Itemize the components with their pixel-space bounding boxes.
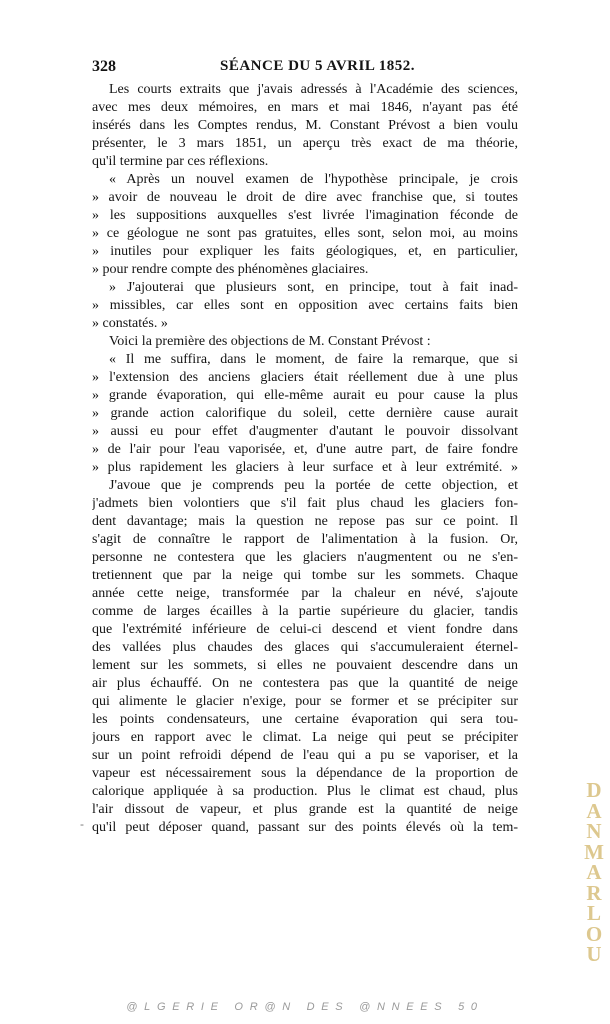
page-header: [92, 58, 516, 78]
page-number: 328: [92, 58, 116, 75]
footer-watermark: @LGERIE OR@N DES @NNEES 50: [126, 1001, 484, 1013]
text-line: s'agit de connaître le rapport de l'alimentation à la fusion. Or,: [92, 532, 518, 547]
text-line: » l'extension des anciens glaciers était réellement due à une plus: [92, 370, 518, 385]
text-line: lement sur les sommets, si elles ne pouvaient descendre dans un: [92, 658, 518, 673]
side-stamp-letter: A: [586, 798, 602, 823]
text-line: » constatés. »: [92, 316, 168, 331]
text-line: » les suppositions auxquelles s'est livrée l'imagination féconde de: [92, 208, 518, 223]
side-stamp-letter: M: [584, 839, 604, 864]
text-line: j'admets bien volontiers que s'il fait plus chaud les glaciers fon-: [92, 496, 518, 511]
text-line: » aussi eu pour effet d'augmenter d'autant le pouvoir dissolvant: [92, 424, 518, 439]
text-line: l'air dissout de vapeur, et plus grande est la quantité de neige: [92, 802, 518, 817]
text-line: » de l'air pour l'eau vaporisée, et, d'une autre part, de faire fondre: [92, 442, 518, 457]
text-line: » pour rendre compte des phénomènes glaciaires.: [92, 262, 369, 277]
text-line: des vallées plus chaudes des glaces qui s'accumuleraient éternel-: [92, 640, 518, 655]
margin-mark: -: [80, 817, 84, 831]
running-title: SÉANCE DU 5 AVRIL 1852.: [220, 58, 416, 74]
text-line: présenter, le 3 mars 1851, un aperçu très exact de ma théorie,: [92, 136, 518, 151]
text-line: sur un point refroidi dépend de l'eau qui a pu se vaporiser, et la: [92, 748, 518, 763]
text-line: « Après un nouvel examen de l'hypothèse principale, je crois: [109, 172, 518, 187]
text-line: « Il me suffira, dans le moment, de faire la remarque, que si: [109, 352, 518, 367]
text-line: » plus rapidement les glaciers à leur surface et à leur extrémité. »: [92, 460, 518, 475]
text-line: qui alimente le glacier n'exige, pour se former et se précipiter sur: [92, 694, 518, 709]
side-stamp-watermark: [583, 780, 605, 986]
text-line: tretiennent que par la neige qui tombe sur les sommets. Chaque: [92, 568, 518, 583]
text-line: » avoir de nouveau le droit de dire avec franchise que, si toutes: [92, 190, 518, 205]
side-stamp-letter: D: [586, 778, 602, 802]
text-line: personne ne contestera que les glaciers n'augmentent ou ne s'en-: [92, 550, 518, 565]
text-line: » inutiles pour expliquer les faits géologiques, et, en particulier,: [92, 244, 518, 259]
text-line: insérés dans les Comptes rendus, M. Constant Prévost a bien voulu: [92, 118, 518, 133]
text-line: année cette neige, transformée par la chaleur en névé, s'ajoute: [92, 586, 518, 601]
text-line: » missibles, car elles sont en opposition avec certains faits bien: [92, 298, 518, 313]
text-line: » J'ajouterai que plusieurs sont, en principe, tout à fait inad-: [109, 280, 518, 295]
text-line: » grande action calorifique du soleil, cette dernière cause aurait: [92, 406, 518, 421]
text-line: vapeur est nécessairement sous la dépendance de la proportion de: [92, 766, 518, 781]
text-line: qu'il termine par ces réflexions.: [92, 154, 269, 169]
side-stamp-letter: R: [586, 880, 602, 905]
text-line: Les courts extraits que j'avais adressés à l'Académie des sciences,: [109, 82, 518, 97]
text-line: calorique appliquée à sa production. Plus le climat est chaud, plus: [92, 784, 518, 799]
side-stamp-letter: N: [586, 819, 602, 843]
text-line: Voici la première des objections de M. Constant Prévost :: [109, 334, 431, 349]
side-stamp-letter: L: [586, 901, 601, 925]
text-line: qu'il peut déposer quand, passant sur des points élevés où la tem-: [92, 820, 518, 835]
text-line: avec mes deux mémoires, en mars et mai 1846, n'ayant pas été: [92, 100, 518, 115]
text-line: jours en rapport avec le climat. La neige qui peut se précipiter: [92, 730, 518, 745]
text-line: les points condensateurs, une certaine évaporation qui sera tou-: [92, 712, 518, 727]
body-text: [92, 81, 518, 837]
text-line: comme de larges écailles à la partie supérieure du glacier, tandis: [92, 604, 518, 619]
side-stamp-letter: A: [586, 860, 602, 884]
text-line: » grande évaporation, qui elle-même aurait eu pour cause la plus: [92, 388, 518, 403]
text-line: J'avoue que je comprends peu la portée de cette objection, et: [109, 478, 518, 493]
text-line: air plus échauffé. On ne contestera pas que la quantité de neige: [92, 676, 518, 691]
side-stamp-letter: O: [585, 921, 603, 946]
text-line: dent davantage; mais la question ne repose pas sur ce point. Il: [92, 514, 518, 529]
text-line: que l'extrémité inférieure de celui-ci descend et vient fondre dans: [92, 622, 518, 637]
text-line: » ce géologue ne sont pas gratuites, elles sont, selon moi, au moins: [92, 226, 518, 241]
side-stamp-letter: U: [586, 942, 602, 966]
